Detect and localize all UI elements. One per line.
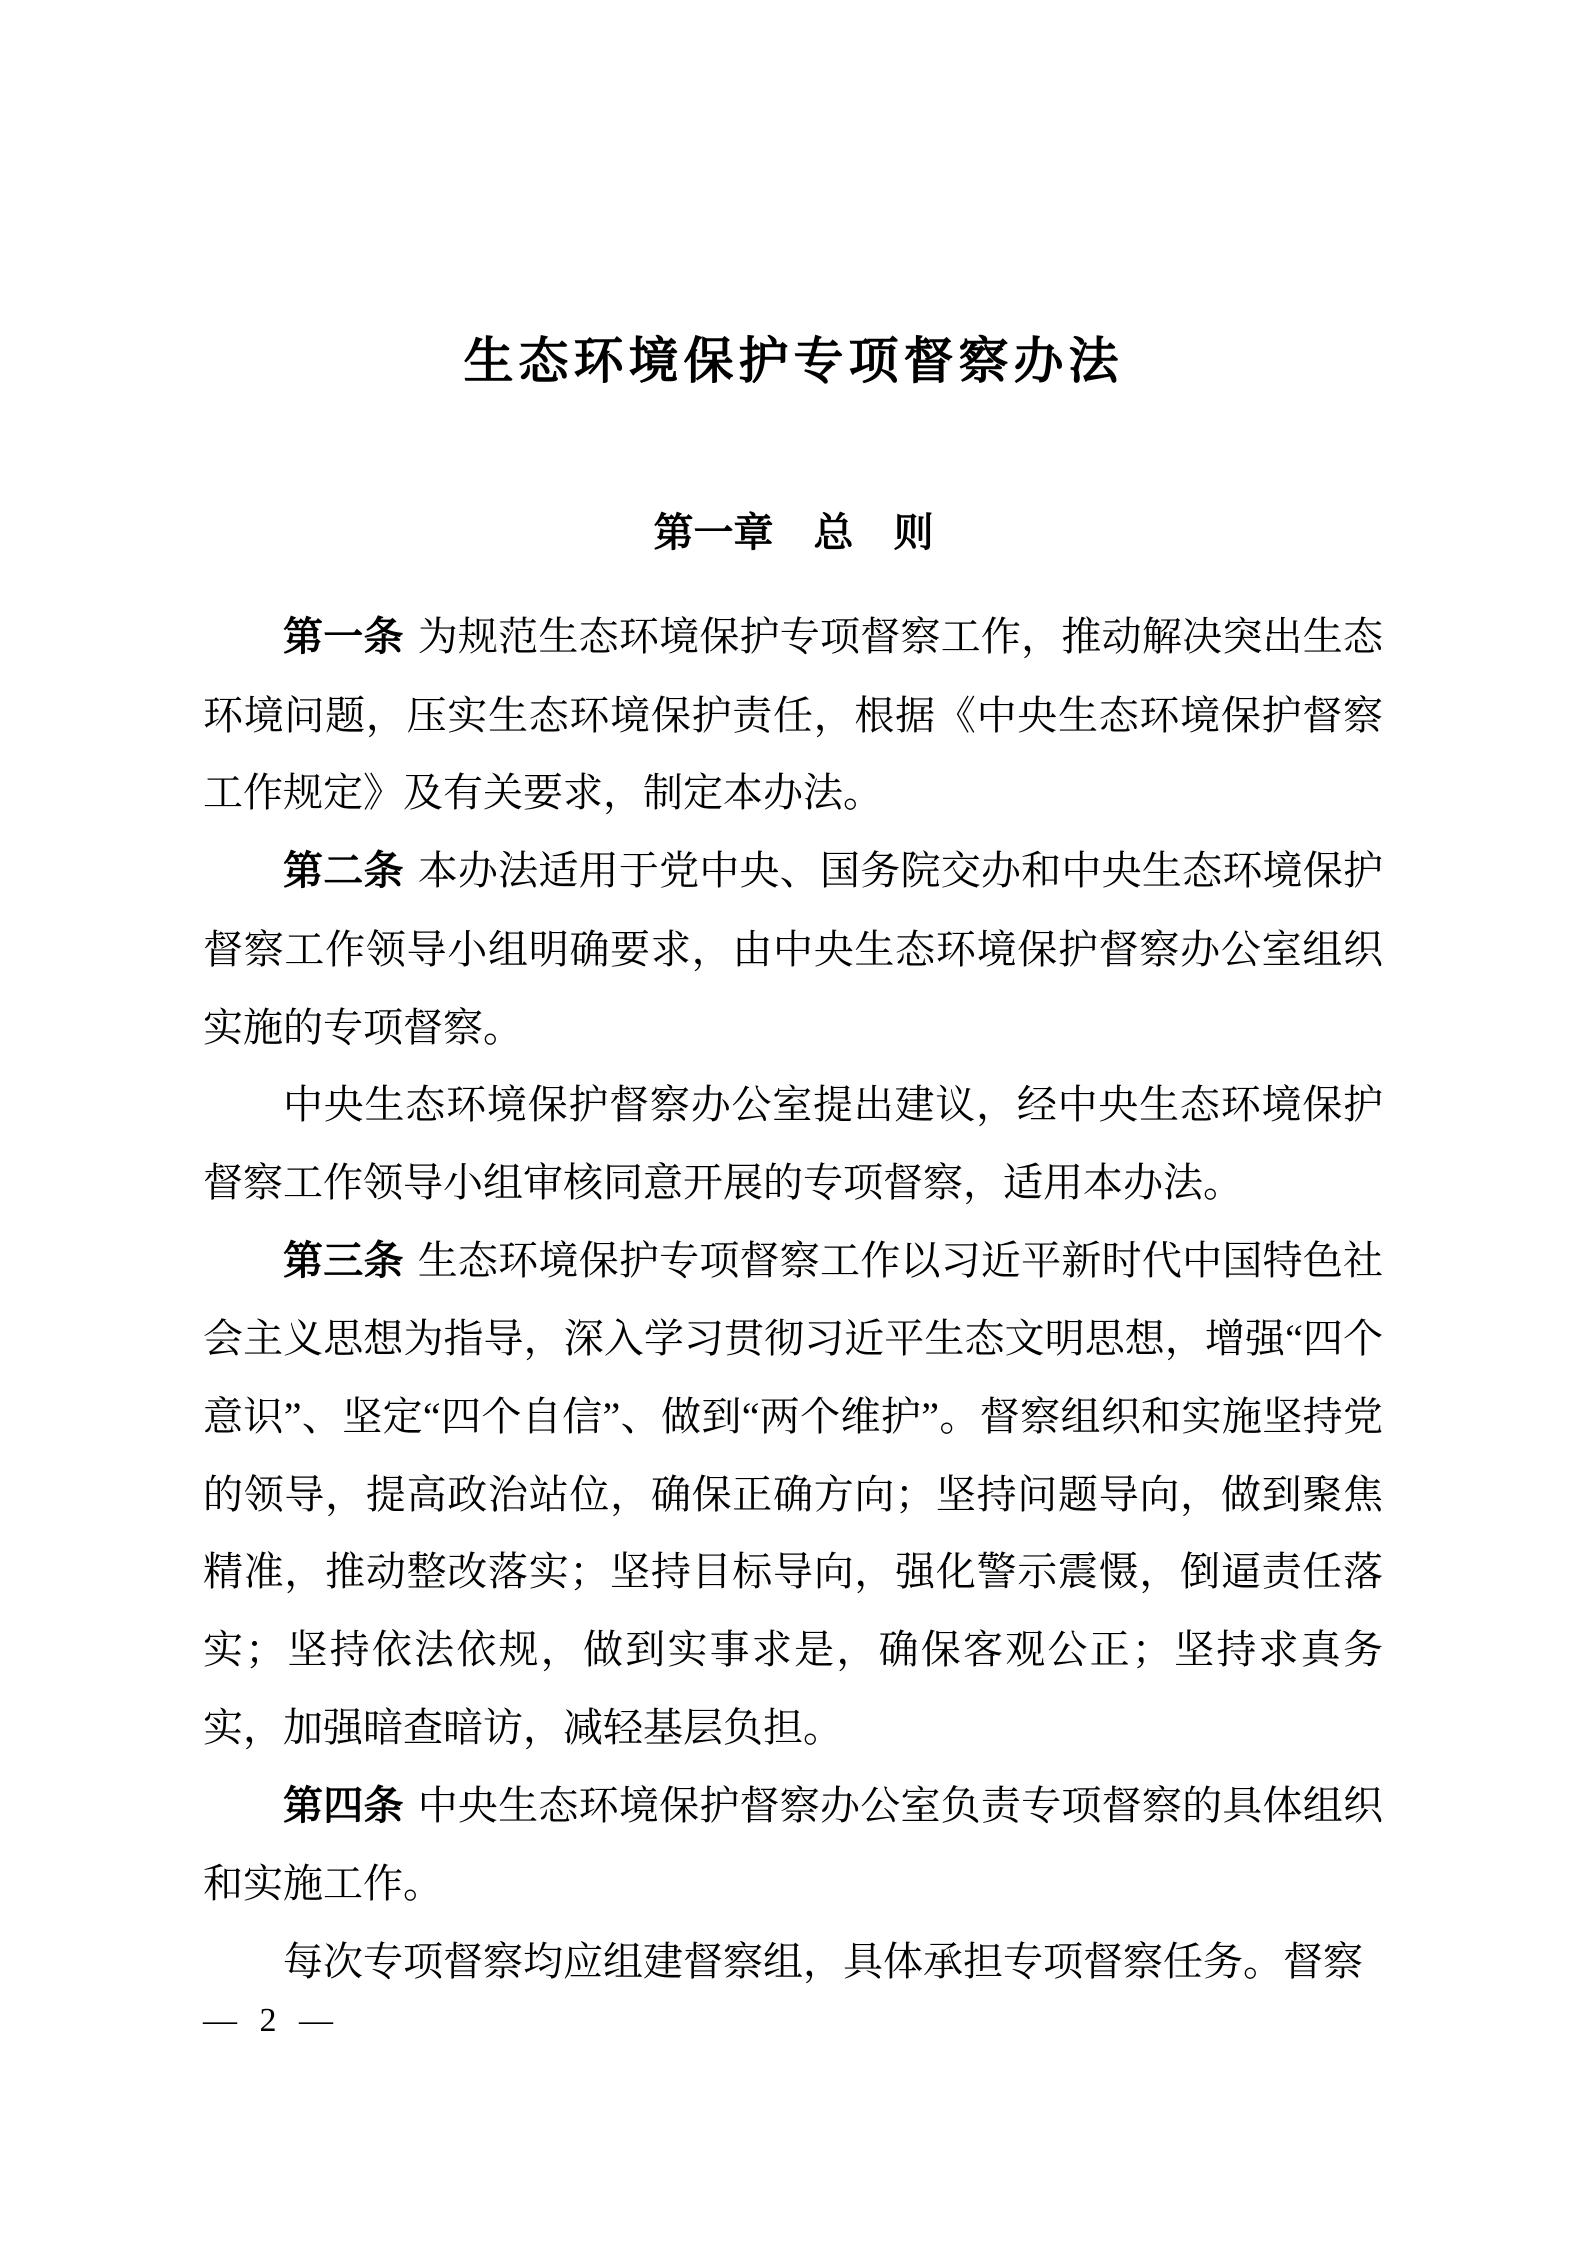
article-label: 第四条 [283,1783,404,1828]
article-paragraph [203,1767,1383,1923]
article-label: 第一条 [283,615,404,659]
chapter-heading: 第一章 总 则 [653,511,934,555]
article-label: 第二条 [283,849,404,894]
article-paragraph [203,1923,1383,2001]
article-paragraph [203,598,1383,832]
article-text: 本办法适用于党中央、国务院交办和中央生态环境保护督察工作领导小组明确要求，由中央生态环境保护督察办公室组织实施的专项督察。 [203,848,1384,1050]
article-text: 中央生态环境保护督察办公室提出建议，经中央生态环境保护督察工作领导小组审核同意开展的专项督察，适用本办法。 [203,1082,1383,1205]
article-text: 每次专项督察均应组建督察组，具体承担专项督察任务。督察 [283,1938,1363,1984]
article-paragraph [203,1066,1383,1221]
article-label: 第三条 [283,1238,404,1283]
page-number: — 2 — [203,2002,333,2039]
article-text: 生态环境保护专项督察工作以习近平新时代中国特色社会主义思想为指导，深入学习贯彻习近平生态文明思想，增强“四个意识”、坚定“四个自信”、做到“两个维护”。督察组织和实施坚持党的领导，提高政治站位，确保正确方向；坚持问题导向，做到聚焦精准，推动整改落实；坚持目标导向，强化警示震慑，倒逼责任落实；坚持依法依规，做到实事求是，确保客观公正；坚持求真务实，加强暗查暗访，减轻基层负担。 [203,1237,1384,1750]
document-body [203,598,1383,2001]
article-text: 中央生态环境保护督察办公室负责专项督察的具体组织和实施工作。 [203,1782,1384,1907]
article-paragraph [203,1222,1383,1767]
article-paragraph [203,832,1383,1066]
document-title: 生态环境保护专项督察办法 [463,333,1124,389]
article-text: 为规范生态环境保护专项督察工作，推动解决突出生态环境问题，压实生态环境保护责任，根据《中央生态环境保护督察工作规定》及有关要求，制定本办法。 [203,614,1384,816]
